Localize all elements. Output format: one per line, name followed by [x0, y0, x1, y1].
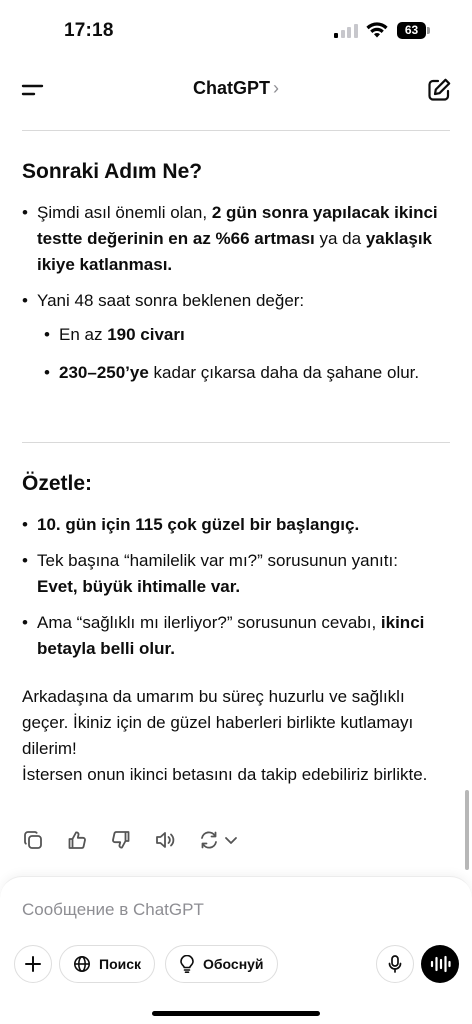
battery-icon: [397, 22, 430, 39]
list-item: • 10. gün için 115 çok güzel bir başlangıç.: [22, 512, 442, 538]
scrollbar[interactable]: [465, 790, 469, 870]
wifi-icon: [365, 21, 389, 39]
closing-line: İstersen onun ikinci betasını da takip edebiliriz birlikte.: [22, 765, 428, 784]
search-button[interactable]: [59, 945, 155, 983]
chevron-right-icon: ›: [273, 78, 279, 98]
plus-icon: [24, 955, 42, 973]
list-item: • Şimdi asıl önemli olan, 2 gün sonra yapılacak ikinci testte değerinin en az %66 artması ya da yaklaşık ikiye katlanması.: [22, 200, 442, 278]
message-actions: [22, 826, 238, 854]
thumbs-up-icon[interactable]: [66, 829, 88, 851]
search-label: Поиск: [99, 956, 142, 972]
chevron-down-icon[interactable]: [224, 833, 238, 847]
sub-list: [37, 322, 442, 386]
section-title-next-step: Sonraki Adım Ne?: [22, 160, 203, 183]
summary-list: [22, 512, 442, 672]
chat-header: [0, 62, 472, 118]
regenerate-button[interactable]: [198, 829, 238, 851]
closing-paragraph: [22, 684, 442, 788]
sub-list-item: • En az 190 civarı: [37, 322, 442, 348]
voice-waveform-icon: [429, 955, 451, 973]
voice-mode-button[interactable]: [421, 945, 459, 983]
section-title-summary: Özetle:: [22, 472, 93, 495]
read-aloud-icon[interactable]: [154, 829, 176, 851]
message-input[interactable]: [22, 895, 442, 925]
regenerate-icon[interactable]: [198, 829, 220, 851]
list-item: • Yani 48 saat sonra beklenen değer: • En az 190 civarı • 230–250’ye kadar çıkarsa daha da şahane olur.: [22, 288, 442, 386]
list-item: • Tek başına “hamilelik var mı?” sorusunun yanıtı: Evet, büyük ihtimalle var.: [22, 548, 442, 600]
next-step-list: [22, 200, 442, 398]
battery-level: 63: [404, 23, 419, 37]
model-selector[interactable]: [0, 78, 472, 99]
microphone-icon: [386, 954, 404, 974]
divider: [22, 442, 450, 443]
copy-icon[interactable]: [22, 829, 44, 851]
cellular-signal-icon: [334, 24, 358, 38]
reason-label: Обоснуй: [203, 956, 264, 972]
list-item: • Ama “sağlıklı mı ilerliyor?” sorusunun cevabı, ikinci betayla belli olur.: [22, 610, 442, 662]
thumbs-down-icon[interactable]: [110, 829, 132, 851]
closing-line: Arkadaşına da umarım bu süreç huzurlu ve sağlıklı geçer. İkiniz için de güzel haberleri birlikte kutlamayı dilerim!: [22, 687, 414, 758]
dictation-button[interactable]: [376, 945, 414, 983]
message-composer: [0, 876, 472, 1024]
divider: [22, 130, 450, 131]
lightbulb-icon: [179, 955, 195, 973]
new-chat-icon[interactable]: [425, 76, 453, 104]
status-time: 17:18: [64, 20, 114, 41]
app-title: ChatGPT: [192, 78, 270, 98]
add-attachment-button[interactable]: [14, 945, 52, 983]
sub-list-item: • 230–250’ye kadar çıkarsa daha da şahane olur.: [37, 360, 442, 386]
home-indicator: [152, 1011, 320, 1016]
reason-button[interactable]: [165, 945, 278, 983]
status-bar: [0, 0, 472, 60]
globe-icon: [73, 955, 91, 973]
